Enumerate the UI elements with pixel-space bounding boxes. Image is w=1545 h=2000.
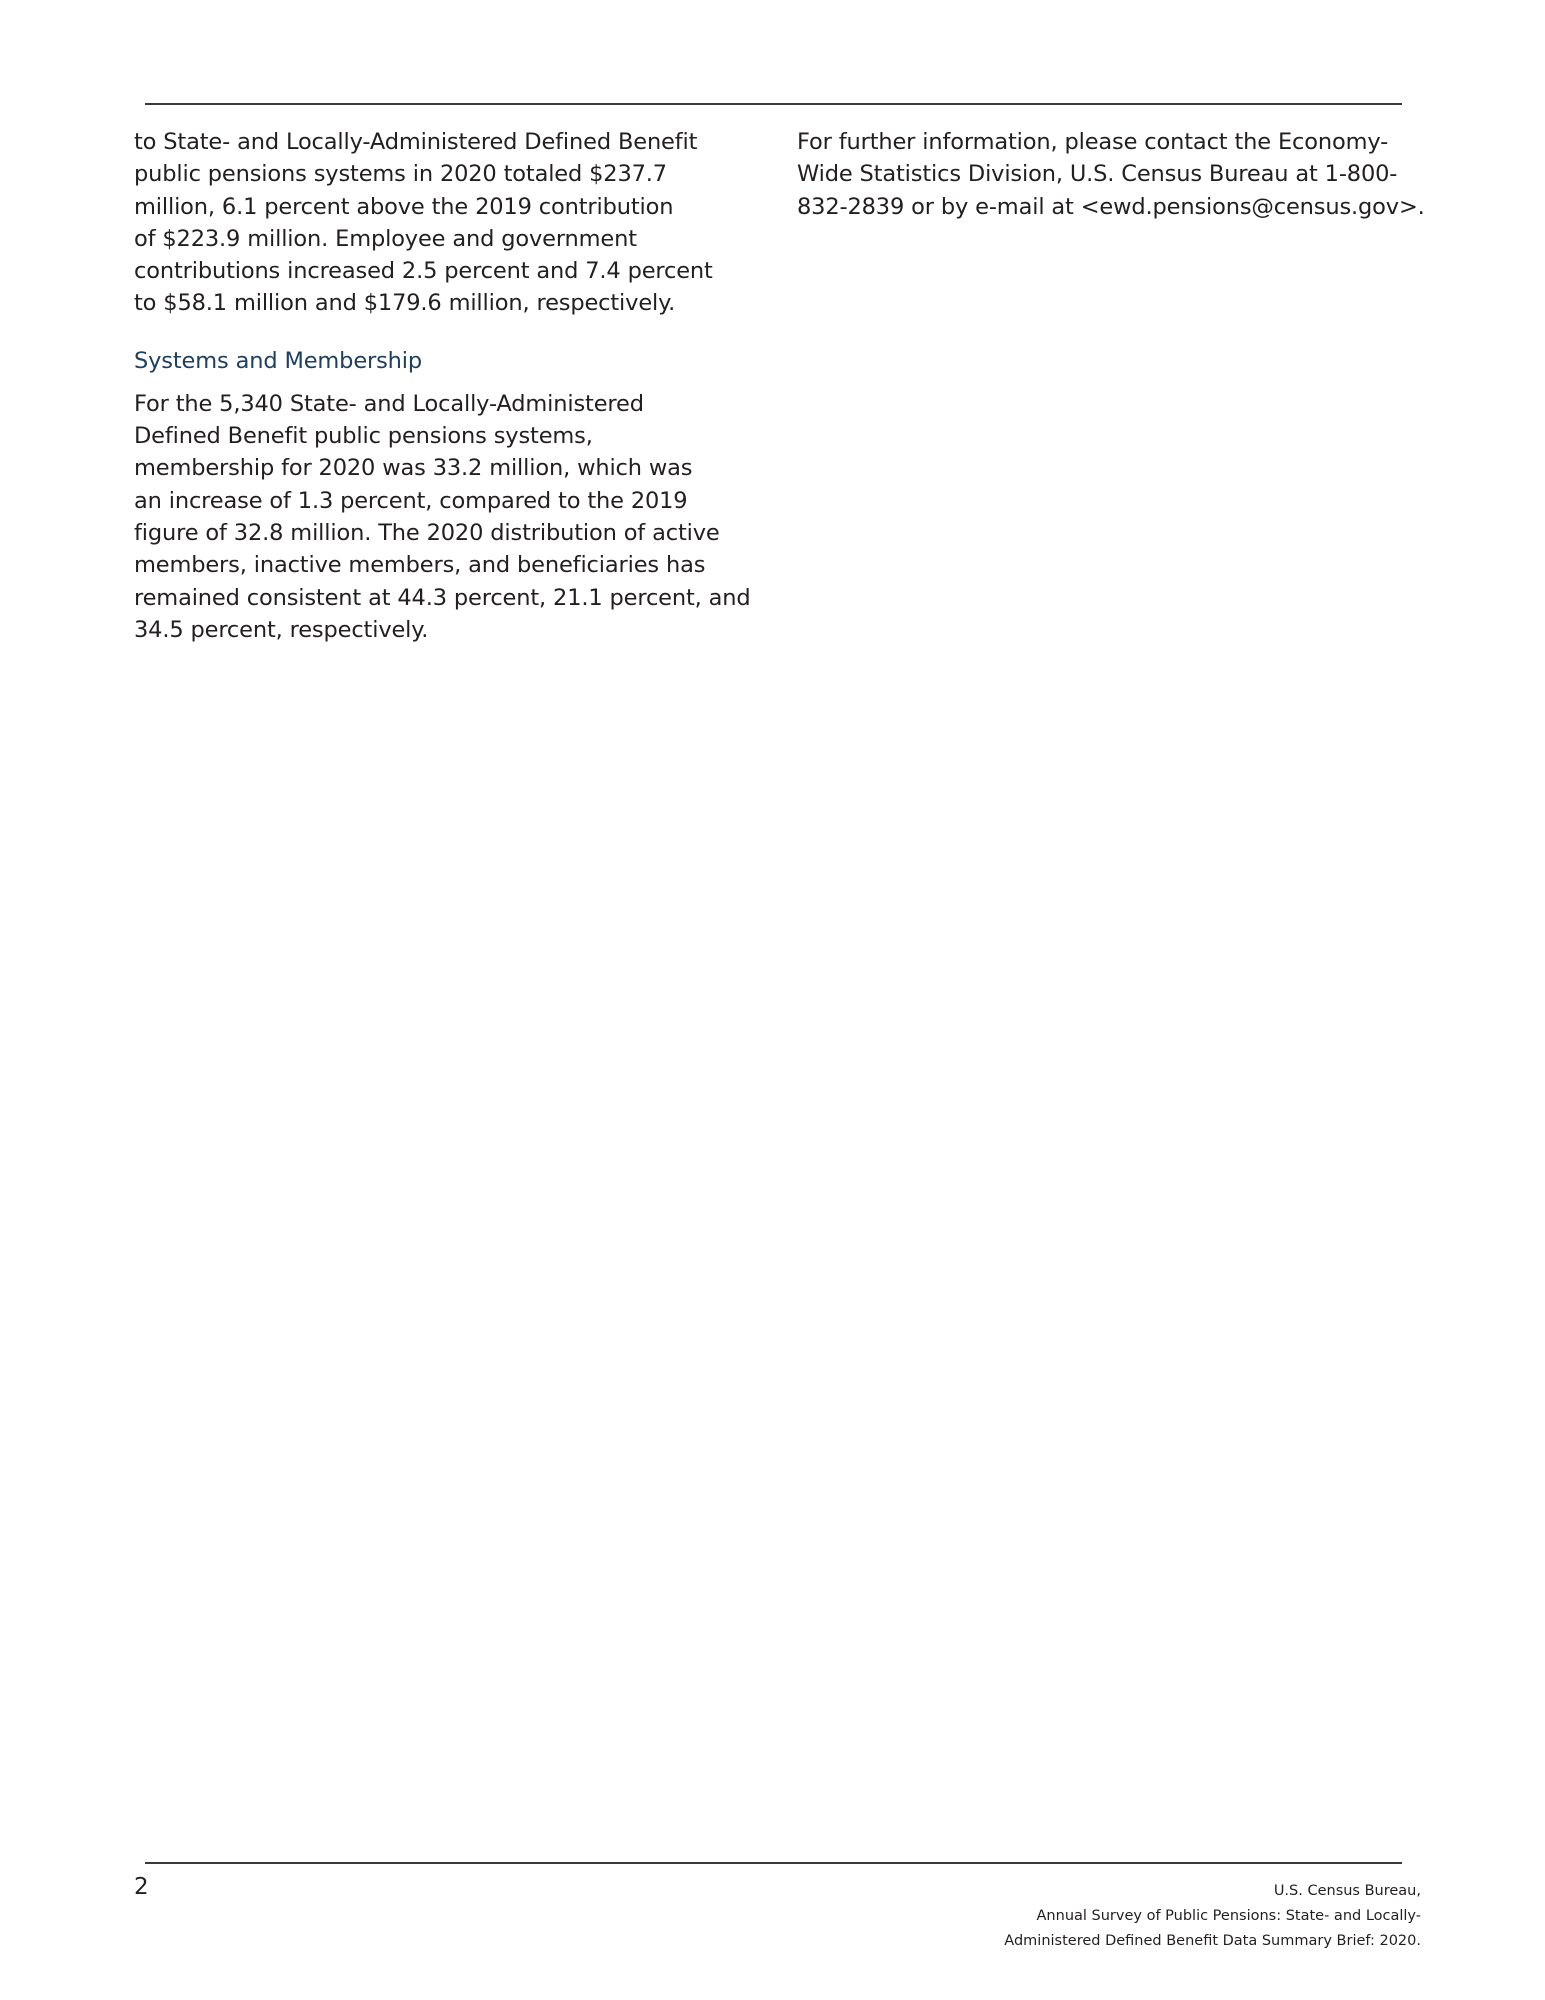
page-number: 2 [134, 1874, 149, 1900]
paragraph-line: Wide Statistics Division, U.S. Census Bureau at 1-800- [797, 161, 1398, 188]
paragraph-line: 832-2839 or by e-mail at <ewd.pensions@census.gov>. [797, 193, 1425, 220]
paragraph-line: figure of 32.8 million. The 2020 distribution of active [134, 519, 720, 546]
paragraph-line: membership for 2020 was 33.2 million, which was [134, 455, 693, 482]
footer-rule [145, 1862, 1402, 1864]
paragraph-line: contributions increased 2.5 percent and 7.4 percent [134, 258, 713, 285]
paragraph-line: public pensions systems in 2020 totaled $237.7 [134, 161, 667, 188]
contact-paragraph [797, 126, 1437, 223]
paragraph-line: For the 5,340 State- and Locally-Administered [134, 390, 644, 417]
paragraph-line: For further information, please contact the Economy- [797, 129, 1389, 155]
contributions-paragraph [134, 126, 764, 320]
section-heading: Systems and Membership [134, 347, 423, 374]
paragraph-line: to State- and Locally-Administered Defined Benefit [134, 129, 698, 155]
paragraph-line: Defined Benefit public pensions systems, [134, 423, 593, 450]
footer-credit-line: Administered Defined Benefit Data Summary Brief: 2020. [1004, 1933, 1421, 1949]
paragraph-line: 34.5 percent, respectively. [134, 616, 429, 643]
paragraph-line: to $58.1 million and $179.6 million, respectively. [134, 290, 676, 317]
paragraph-line: an increase of 1.3 percent, compared to the 2019 [134, 487, 688, 514]
paragraph-line: million, 6.1 percent above the 2019 contribution [134, 193, 674, 220]
footer-credit-line: U.S. Census Bureau, [1273, 1883, 1421, 1899]
paragraph-line: of $223.9 million. Employee and government [134, 225, 637, 252]
membership-paragraph [134, 388, 764, 646]
footer-credit [861, 1879, 1421, 1954]
footer-credit-line: Annual Survey of Public Pensions: State- and Locally- [1036, 1908, 1421, 1924]
left-column [134, 126, 764, 646]
header-rule [145, 103, 1402, 105]
paragraph-line: remained consistent at 44.3 percent, 21.1 percent, and [134, 584, 751, 611]
right-column [797, 126, 1437, 223]
paragraph-line: members, inactive members, and beneficiaries has [134, 552, 706, 579]
